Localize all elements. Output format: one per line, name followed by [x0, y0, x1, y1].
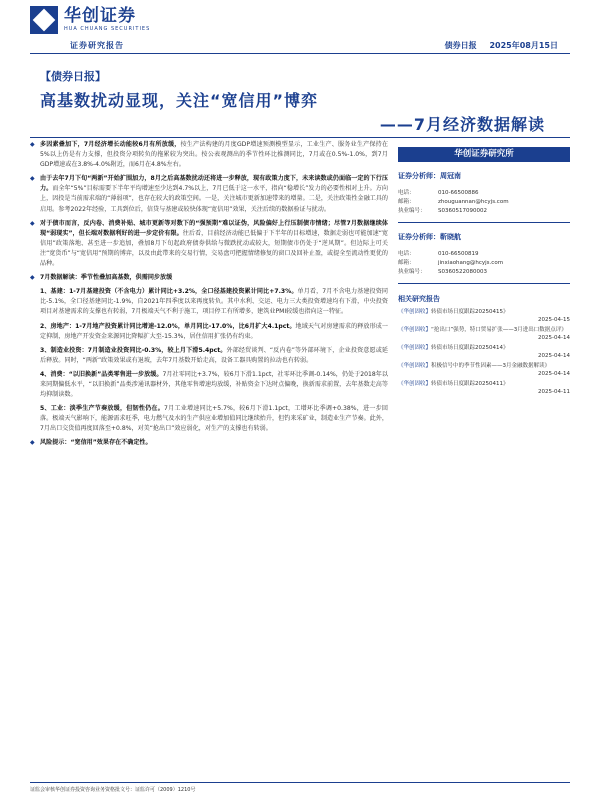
header-meta — [435, 40, 558, 51]
related-report-link[interactable] — [398, 362, 570, 370]
paragraph — [30, 438, 388, 448]
related-report-source: 《华创固收】 — [398, 345, 432, 351]
related-report-source: 《华创固收】 — [398, 309, 432, 315]
title-block — [0, 62, 600, 140]
paragraph-highlight: 多因素叠加下，7月经济增长动能较6月有所放缓， — [40, 141, 181, 148]
analyst-card — [398, 232, 570, 277]
paragraph-highlight: 风险提示：“宽信用”效果存在不确定性。 — [40, 439, 152, 447]
paragraph-body: 按生产法构建的月度GDP增速预测模型显示，工业生产、服务业生产保持在5%以上仍是有力支撑，但投资分项转负的拖累较为突出。按公表观测出的季节性环比推测同比，7月或在0.5%-1.0%，到7月GDP增速或在3.8%-4.0%附近，而6月在4.8%左右。 — [40, 141, 388, 169]
analyst-contact-line — [398, 250, 570, 259]
header-report-category: 债券日报 — [444, 41, 477, 50]
contact-label: 电话： — [398, 251, 415, 257]
analyst-divider — [398, 222, 570, 223]
paragraph — [30, 370, 388, 400]
paragraph-body: 地域天气对房建需求的释放形成一定抑制，房地产开发资金来源同比降幅扩大至-15.3%，居住信用扩张仍有约束。 — [40, 322, 389, 340]
analyst-contact-line — [398, 198, 570, 207]
paragraph-body: 7月工业增速同比+5.7%，较6月下滑1.1pct，工增环比季调+0.38%，进一步回落。极端天气影响下，能源需求旺季，电力燃气及水的生产供应业增加值同比继续抬升，但钓来采矿业，制造业生产节奏。此外，7月出口交货值再度回落至+0.8%，对美“抢出口”效应弱化，对生产的支撑也有转弱。 — [40, 405, 388, 433]
related-report-link[interactable] — [398, 326, 570, 334]
analyst-card — [398, 171, 570, 216]
contact-value: 010-66500819 — [438, 251, 479, 257]
logo-name-en: HUA CHUANG SECURITIES — [64, 26, 151, 32]
analyst-contact-line — [398, 268, 570, 277]
contact-value: S0360517090002 — [438, 208, 487, 214]
paragraph — [30, 287, 388, 317]
logo-name-cn: 华创证券 — [64, 6, 136, 26]
paragraph-highlight: 对于债市而言，反内卷、消费补贴、城市更新等对数下的“强预期”难以证伪，风险偏好上行压制债市情绪；尽管7月数据继续体现“弱现实”，但长端对数据利好的进一步定价有限。 — [40, 219, 388, 237]
paragraph — [30, 219, 388, 269]
paragraph-body: 外部经贸谈判、“反内卷”等外部环境下，企业投资意愿或延后释放。同时，“两新”政策效果或有退坡，去年7月基数开始走高，设备工器具购置的拉动也有转弱。 — [40, 346, 388, 364]
analyst-contact-line — [398, 207, 570, 216]
paragraph-highlight: 2、房地产：1-7月地产投资累计同比增速-12.0%，单月同比-17.0%，比6月扩大4.1pct。 — [40, 322, 296, 330]
footer-divider — [30, 782, 570, 783]
related-report-source: 《华创固收】 — [398, 327, 432, 333]
related-report-date: 2025-04-14 — [538, 371, 570, 377]
related-report-link[interactable] — [398, 308, 570, 316]
contact-value: zhouguannan@hcyjs.com — [438, 199, 509, 205]
related-report-date: 2025-04-11 — [538, 389, 570, 395]
paragraph-highlight: 5、工业：淡季生产节奏放缓，但韧性仍在。 — [40, 405, 165, 413]
related-report-title: 转债市场日度跟踪20250415》 — [431, 309, 509, 315]
related-report-source: 《华创固收】 — [398, 363, 432, 369]
related-report-date: 2025-04-14 — [538, 353, 570, 359]
related-reports-title: 相关研究报告 — [398, 295, 440, 303]
related-report-title: 积极信号中的季节性因素——3月金融数据解读》 — [431, 363, 551, 369]
related-report-date: 2025-04-15 — [538, 317, 570, 323]
contact-value: S0360522080003 — [438, 269, 487, 275]
paragraph-body: 7月社零同比+3.7%，较6月下滑1.1pct，社零环比季调-0.14%，仍处于2018年以来同期偏低水平，“以旧换新”品类涉通讯器材外，其他零售增速均放缓，补贴资金下达时点偏晚，换新需求前置，去年基数走高等均抑制读数。 — [40, 370, 388, 399]
paragraph — [30, 404, 388, 434]
contact-value: jinxiaohang@hcyjs.com — [438, 260, 504, 266]
paragraph-body: 而全年“5%”目标需要下半年平均增速至少达到4.7%以上，7月已低于这一水平，指向“稳增长”发力的必要性相对上升。方向上，因投是当前需求端的“薄弱项”，也存在较大的政策空间。一是，关注城市更新加速带来的增量。二是，关注政策性金融工具的启用。参考2022年经验，工具到位后，信贷与基建或较快体现“宽信用”效果，关注后续的数据验证与扰动。 — [40, 185, 388, 213]
related-report-source: 《华创固收】 — [398, 381, 432, 387]
analyst-contact-line — [398, 259, 570, 268]
title-divider — [30, 137, 570, 138]
contact-value: 010-66500886 — [438, 190, 479, 196]
contact-label: 电话： — [398, 190, 415, 196]
page-header — [0, 0, 600, 58]
paragraph-highlight: 3、制造业投资：7月制造业投资同比-0.3%，较上月下滑5.4pct。 — [40, 346, 227, 354]
related-report-link[interactable] — [398, 380, 570, 388]
paragraph-highlight: 1、基建：1-7月基建投资（不含电力）累计同比+3.2%，全口径基建投资累计同比+7.3%。 — [40, 288, 298, 296]
report-tag: 【债券日报】 — [40, 70, 106, 83]
paragraph-highlight: 由于去年7月下旬“两新”开始扩围加力，8月之后高基数扰动还将进一步释放，现有政策力度下，未来读数或仍面临一定的下行压力。 — [40, 175, 388, 193]
paragraph-highlight: 4、消费：“以旧换新”品类零售进一步放缓。 — [40, 370, 163, 378]
analyst-contact-line — [398, 189, 570, 198]
header-date: 2025年08月15日 — [489, 41, 558, 50]
analyst-name: 证券分析师：周冠南 — [398, 172, 461, 180]
paragraph — [30, 273, 388, 283]
sidebar-header: 华创证券研究所 — [398, 147, 570, 162]
paragraph — [30, 174, 388, 214]
page-footer — [30, 782, 570, 793]
footer-text: 证监会审核华创证券投资咨询业务资格批文号：证监许可（2009）1210号 — [30, 787, 196, 793]
contact-label: 执业编号： — [398, 208, 426, 214]
related-report-link[interactable] — [398, 344, 570, 352]
logo-mark-icon — [30, 6, 58, 34]
paragraph — [30, 322, 388, 342]
contact-label: 邮箱： — [398, 260, 415, 266]
paragraph — [30, 346, 388, 366]
company-logo — [30, 6, 150, 34]
analyst-list — [398, 171, 570, 284]
page-title: 高基数扰动显现，关注“宽信用”博弈 — [40, 91, 319, 110]
page-subtitle: ——7月经济数据解读 — [379, 115, 545, 134]
paragraph — [30, 140, 388, 170]
related-report-title: “抢出口”强势，特口贸易扩张——3月进出口数据点评》 — [431, 327, 567, 333]
contact-label: 邮箱： — [398, 199, 415, 205]
related-report-title: 转债市场日度跟踪20250414》 — [431, 345, 509, 351]
report-type: 证券研究报告 — [70, 41, 124, 50]
header-divider — [30, 53, 570, 54]
analyst-name: 证券分析师：靳晓航 — [398, 233, 461, 241]
related-reports — [398, 294, 570, 398]
analyst-divider — [398, 283, 570, 284]
paragraph-body: 单月看，7月不含电力基建投资同比-5.1%，全口径基建同比-1.9%，自2021年四季度以来再度转负。其中水利、交运、电力三大类投资增速均有下滑，中央投资项目对基建需求的支撑也有转弱，7月极端天气不利于施工，项目停工有所增多，建筑业PMI较缓也指向这一特征。 — [40, 288, 388, 316]
contact-label: 执业编号： — [398, 269, 426, 275]
related-report-date: 2025-04-14 — [538, 335, 570, 341]
related-report-title: 转债市场日度跟踪20250411》 — [431, 381, 509, 387]
paragraph-highlight: 7月数据解读：季节性叠加高基数，供需同步放缓 — [40, 274, 173, 282]
related-reports-list — [398, 308, 570, 396]
paragraph-body: 往后看，目前经济动能已低偏于下半年的目标增速，数据走弱也可能加速“宽信用”政策落地、甚至进一步追加，叠加8月下旬起政府债券供给与微跌扰动或较大，短期债市仍处于“逆风期”。但边际上可关注“宽货币”与“宽信用”预期的博弈，以及由此带来的交易行情，交易盘可把握情绪修复的窗口及回补止盈，或提全至流动性更优的品种。 — [40, 229, 388, 268]
main-content — [30, 140, 388, 780]
